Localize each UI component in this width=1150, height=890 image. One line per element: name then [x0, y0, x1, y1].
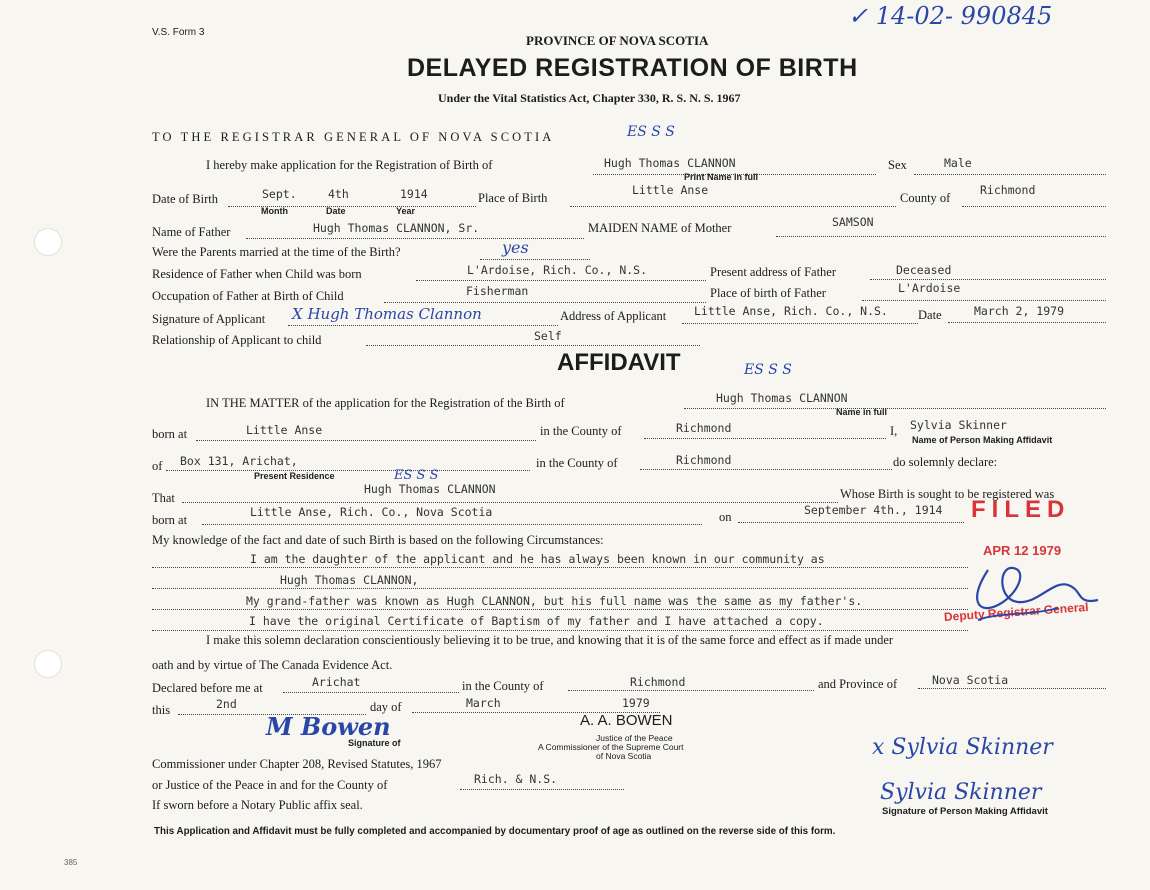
label-place-birth-father: Place of birth of Father — [710, 286, 826, 300]
filed-stamp: FILED — [971, 496, 1071, 523]
bowen-stamp-line: Justice of the Peace — [596, 733, 673, 743]
declaration-text: I make this solemn declaration conscientiously believing it to be true, and knowing that it is of the same force and effect as if made under — [206, 633, 894, 647]
label-present-address-father: Present address of Father — [710, 265, 837, 279]
label-place-of-birth: Place of Birth — [478, 191, 548, 205]
correction-initials-2: ES S S — [744, 362, 792, 378]
commissioner-signature: M Bowen — [266, 712, 391, 741]
deponent-residence: Box 131, Arichat, — [180, 454, 298, 468]
correction-initials-3: ES S S — [394, 468, 439, 483]
occupation-father: Fisherman — [466, 284, 529, 298]
father-name: Hugh Thomas CLANNON, Sr. — [313, 221, 480, 235]
correction-initials: ES S S — [627, 124, 675, 140]
parents-married-value: yes — [502, 238, 529, 257]
affidavit-heading: AFFIDAVIT — [557, 349, 681, 376]
addressee: TO THE REGISTRAR GENERAL OF NOVA SCOTIA — [152, 130, 555, 144]
label-knowledge: My knowledge of the fact and date of such Birth is based on the following Circumstances: — [152, 533, 604, 547]
label-this: this — [152, 703, 171, 717]
form-subtitle: Under the Vital Statistics Act, Chapter 330, R. S. N. S. 1967 — [438, 91, 741, 105]
label-whose-birth: Whose Birth is sought to be registered was — [840, 487, 1055, 501]
caption-signature-of: Signature of — [348, 738, 401, 748]
county-value-2: Richmond — [676, 453, 732, 467]
label-born-at-2: born at — [152, 513, 188, 527]
label-in-the-matter: IN THE MATTER of the application for the Registration of the Birth of — [206, 396, 565, 410]
label-county-of: County of — [900, 191, 951, 205]
label-sex: Sex — [888, 158, 907, 172]
application-date: March 2, 1979 — [974, 304, 1065, 318]
justice-text: or Justice of the Peace in and for the County of — [152, 778, 388, 792]
justice-county: Rich. & N.S. — [474, 772, 558, 786]
registrar-signature — [958, 560, 1118, 630]
label-declared-before: Declared before me at — [152, 681, 263, 695]
caption-date: Date — [326, 206, 346, 216]
subject-name: Hugh Thomas CLANNON — [716, 391, 848, 405]
label-in-county-of-2: in the County of — [536, 456, 618, 470]
label-occupation-father: Occupation of Father at Birth of Child — [152, 289, 344, 303]
bowen-stamp-line: of Nova Scotia — [596, 751, 652, 761]
caption-year: Year — [396, 206, 416, 216]
bowen-stamp-line: A Commissioner of the Supreme Court — [538, 742, 684, 752]
circumstance-line: I am the daughter of the applicant and he has always been known in our community as — [250, 552, 825, 566]
province-heading: PROVINCE OF NOVA SCOTIA — [526, 33, 709, 48]
punch-hole — [34, 228, 62, 256]
deponent-name: Sylvia Skinner — [910, 418, 1007, 432]
label-make-application: I hereby make application for the Registration of Birth of — [206, 158, 493, 172]
mother-maiden-name: SAMSON — [832, 215, 874, 229]
county-value-1: Richmond — [676, 421, 732, 435]
label-parents-married: Were the Parents married at the time of the Birth? — [152, 245, 401, 259]
month-value: March — [466, 696, 501, 710]
label-relationship: Relationship of Applicant to child — [152, 333, 322, 347]
registrar-stamp: Deputy Registrar General — [943, 599, 1089, 624]
label-and-province: and Province of — [818, 677, 898, 691]
year-value: 1979 — [622, 696, 650, 710]
label-that: That — [152, 491, 175, 505]
caption-deponent-signature: Signature of Person Making Affidavit — [882, 806, 1048, 817]
commissioner-text: Commissioner under Chapter 208, Revised Statutes, 1967 — [152, 757, 442, 771]
label-solemnly-declare: do solemnly declare: — [893, 455, 998, 469]
bowen-stamp-name: A. A. BOWEN — [580, 712, 673, 729]
footer-note: This Application and Affidavit must be fully completed and accompanied by documentary proof of age as outlined on the reverse side of this form. — [154, 826, 836, 837]
label-in-county-of-3: in the County of — [462, 679, 544, 693]
label-address-applicant: Address of Applicant — [560, 309, 667, 323]
form-title: DELAYED REGISTRATION OF BIRTH — [407, 54, 858, 82]
place-birth-father: L'Ardoise — [898, 281, 961, 295]
born-place: Little Anse, Rich. Co., Nova Scotia — [250, 505, 493, 519]
relationship-value: Self — [534, 329, 562, 343]
footer-code: 385 — [64, 858, 78, 867]
label-of: of — [152, 459, 163, 473]
label-name-of-father: Name of Father — [152, 225, 231, 239]
caption-name-in-full: Name in full — [836, 407, 888, 417]
caption-deponent: Name of Person Making Affidavit — [912, 435, 1053, 445]
registration-number: ✓ 14-02- 990845 — [848, 2, 1053, 30]
born-date: September 4th., 1914 — [804, 503, 943, 517]
address-applicant: Little Anse, Rich. Co., N.S. — [694, 304, 888, 318]
dob-date: 4th — [328, 187, 349, 201]
punch-hole — [34, 650, 62, 678]
deponent-signature-1: x Sylvia Skinner — [872, 735, 1053, 760]
caption-month: Month — [261, 206, 288, 216]
applicant-signature: X Hugh Thomas Clannon — [292, 305, 482, 323]
label-residence-father: Residence of Father when Child was born — [152, 267, 362, 281]
label-date: Date — [918, 308, 942, 322]
day-value: 2nd — [216, 697, 237, 711]
label-i: I, — [890, 424, 898, 438]
province-value: Nova Scotia — [932, 673, 1009, 687]
notary-text: If sworn before a Notary Public affix seal. — [152, 798, 363, 812]
label-signature-applicant: Signature of Applicant — [152, 312, 266, 326]
label-on: on — [719, 510, 732, 524]
deponent-signature-2: Sylvia Skinner — [880, 780, 1042, 805]
county-value: Richmond — [980, 183, 1036, 197]
form-number: V.S. Form 3 — [152, 27, 205, 38]
label-born-at: born at — [152, 427, 188, 441]
present-address-father: Deceased — [896, 263, 952, 277]
label-date-of-birth: Date of Birth — [152, 192, 218, 206]
declared-place: Arichat — [312, 675, 361, 689]
child-name: Hugh Thomas CLANNON — [604, 156, 736, 170]
born-at-value: Little Anse — [246, 423, 323, 437]
residence-father: L'Ardoise, Rich. Co., N.S. — [467, 263, 648, 277]
circumstance-line: My grand-father was known as Hugh CLANNON, but his full name was the same as my father's. — [246, 594, 863, 608]
circumstance-line: I have the original Certificate of Baptism of my father and I have attached a copy. — [249, 614, 824, 628]
label-in-county-of: in the County of — [540, 424, 622, 438]
declared-county: Richmond — [630, 675, 686, 689]
circumstance-line: Hugh Thomas CLANNON, — [280, 573, 419, 587]
sex-value: Male — [944, 156, 972, 170]
label-day-of: day of — [370, 700, 402, 714]
caption-print-name: Print Name in full — [684, 172, 759, 182]
label-maiden-name: MAIDEN NAME of Mother — [588, 221, 732, 235]
dob-year: 1914 — [400, 187, 428, 201]
filed-date-stamp: APR 12 1979 — [983, 543, 1062, 558]
dob-month: Sept. — [262, 187, 297, 201]
place-of-birth: Little Anse — [632, 183, 709, 197]
caption-present-residence: Present Residence — [254, 471, 335, 481]
that-name: Hugh Thomas CLANNON — [364, 482, 496, 496]
declaration-text-2: oath and by virtue of The Canada Evidence Act. — [152, 658, 393, 672]
